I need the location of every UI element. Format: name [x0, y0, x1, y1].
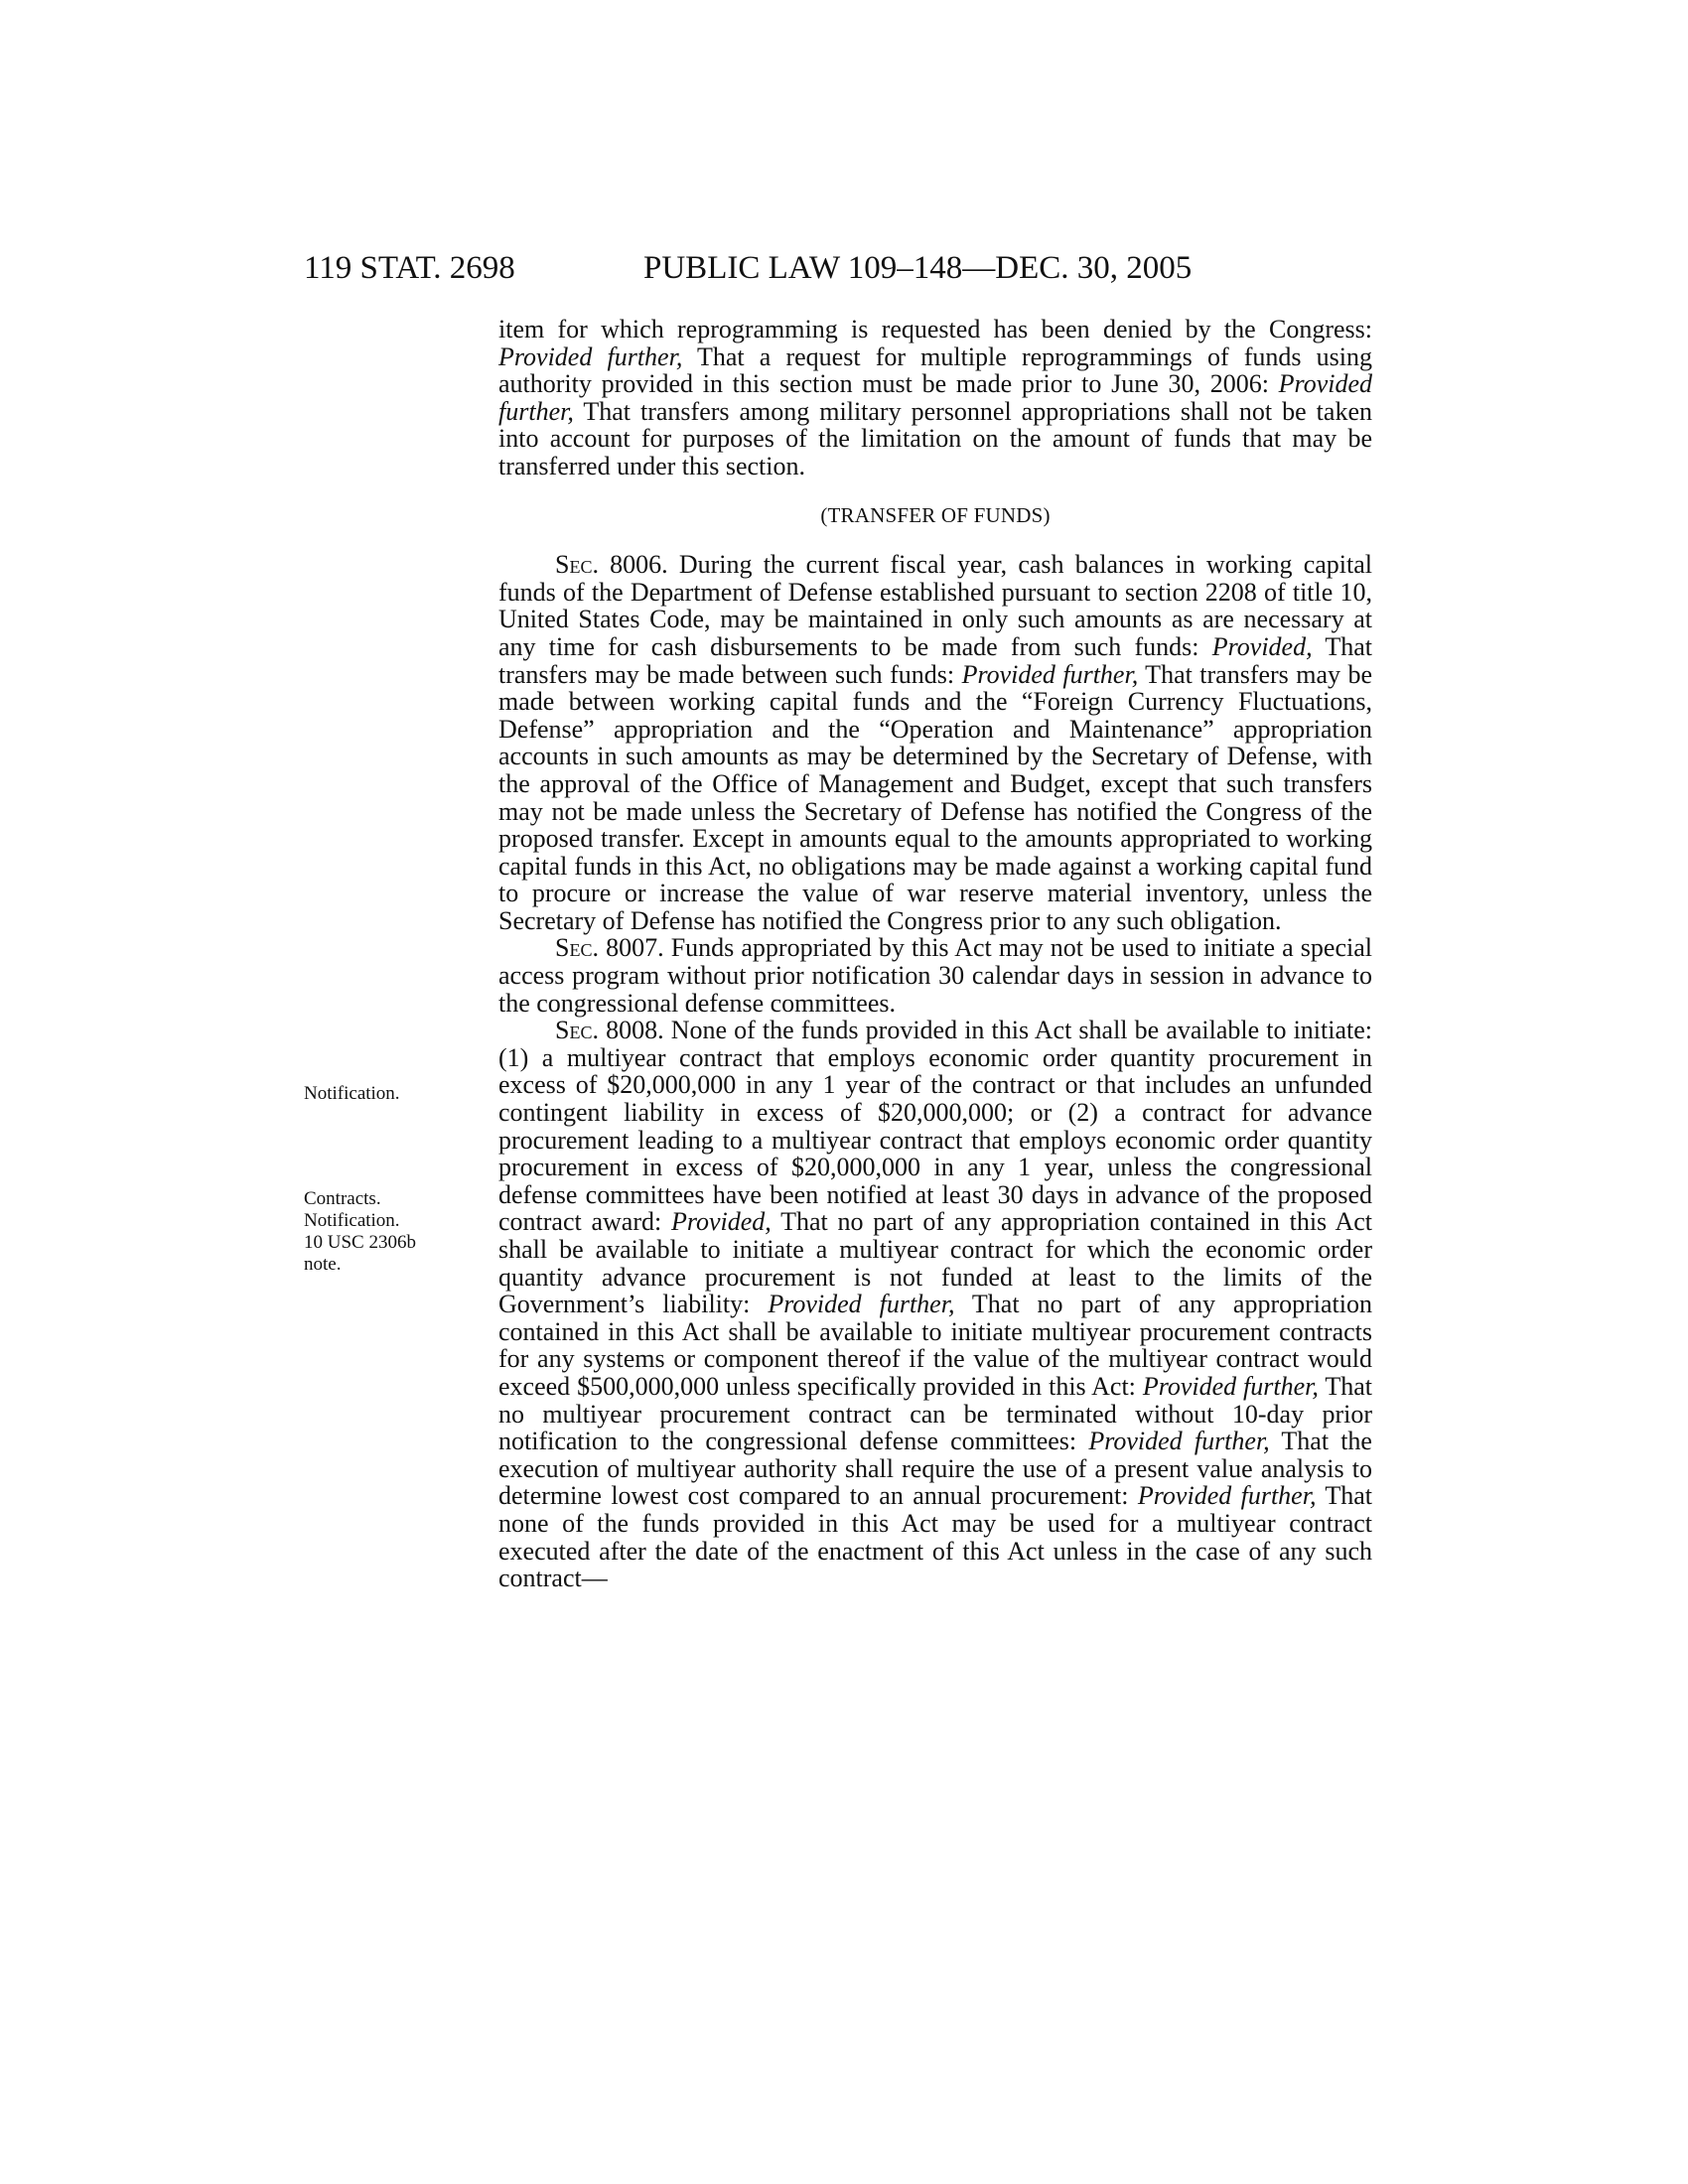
margin-note-notification: Notification.	[304, 1083, 400, 1104]
section-8007: Sec. 8007. Funds appropriated by this Act may not be used to initiate a special access program without prior notification 30 calendar days in session in advance to the congressional defense committees.	[498, 933, 1372, 1018]
section-8008: Sec. 8008. None of the funds provided in this Act shall be available to initiate: (1) a multiyear contract that employs economic order quantity procurement in excess of $20,000,000 in any 1 year of the contract or that includes an unfunded contingent liability in excess of $20,000,000; or (2) a contract for advance procurement leading to a multiyear contract that employs economic order quantity procurement in excess of $20,000,000 in any 1 year, unless the congressional defense committees have been notified at least 30 days in advance of the proposed contract award: Provided, That no part of any appropriation contained in this Act shall be available to initiate a multiyear contract for which the economic order quantity advance procurement is not funded at least to the limits of the Government’s liability: Provided further, That no part of any appropriation contained in this Act shall be available to initiate multiyear procurement contracts for any systems or component thereof if the value of the multiyear contract would exceed $500,000,000 unless specifically provided in this Act: Provided further, That no multiyear procurement contract can be terminated without 10-day prior notification to the congressional defense committees: Provided further, That the execution of multiyear authority shall require the use of a present value analysis to determine lowest cost compared to an annual procurement: Provided further, That none of the funds provided in this Act may be used for a multiyear contract executed after the date of the enactment of this Act unless in the case of any such contract—	[498, 1016, 1373, 1593]
continuation-paragraph: item for which reprogramming is requested has been denied by the Congress: Provided further, That a request for multiple reprogrammings of funds using authority provided in this section must be made prior to June 30, 2006: Provided further, That transfers among military personnel appropriations shall not be taken into account for purposes of the limitation on the amount of funds that may be transferred under this section.	[498, 315, 1372, 480]
document-body	[498, 316, 1372, 1592]
section-8006: Sec. 8006. During the current fiscal year, cash balances in working capital funds of the Department of Defense established pursuant to section 2208 of title 10, United States Code, may be maintained in only such amounts as are necessary at any time for cash disbursements to be made from such funds: Provided, That transfers may be made between such funds: Provided further, That transfers may be made between working capital funds and the “Foreign Currency Fluctuations, Defense” appropriation and the “Operation and Maintenance” appropriation accounts in such amounts as may be determined by the Secretary of Defense, with the approval of the Office of Management and Budget, except that such transfers may not be made unless the Secretary of Defense has notified the Congress of the proposed transfer. Except in amounts equal to the amounts appropriated to working capital funds in this Act, no obligations may be made against a working capital fund to procure or increase the value of war reserve material inventory, unless the Secretary of Defense has notified the Congress prior to any such obligation.	[498, 550, 1372, 935]
running-head: PUBLIC LAW 109–148—DEC. 30, 2005	[643, 250, 1193, 286]
margin-note-contracts: Contracts. Notification. 10 USC 2306b note.	[304, 1188, 416, 1275]
stat-page-number: 119 STAT. 2698	[304, 250, 515, 286]
page-header	[304, 246, 1386, 290]
section-heading: (TRANSFER OF FUNDS)	[820, 502, 1051, 527]
